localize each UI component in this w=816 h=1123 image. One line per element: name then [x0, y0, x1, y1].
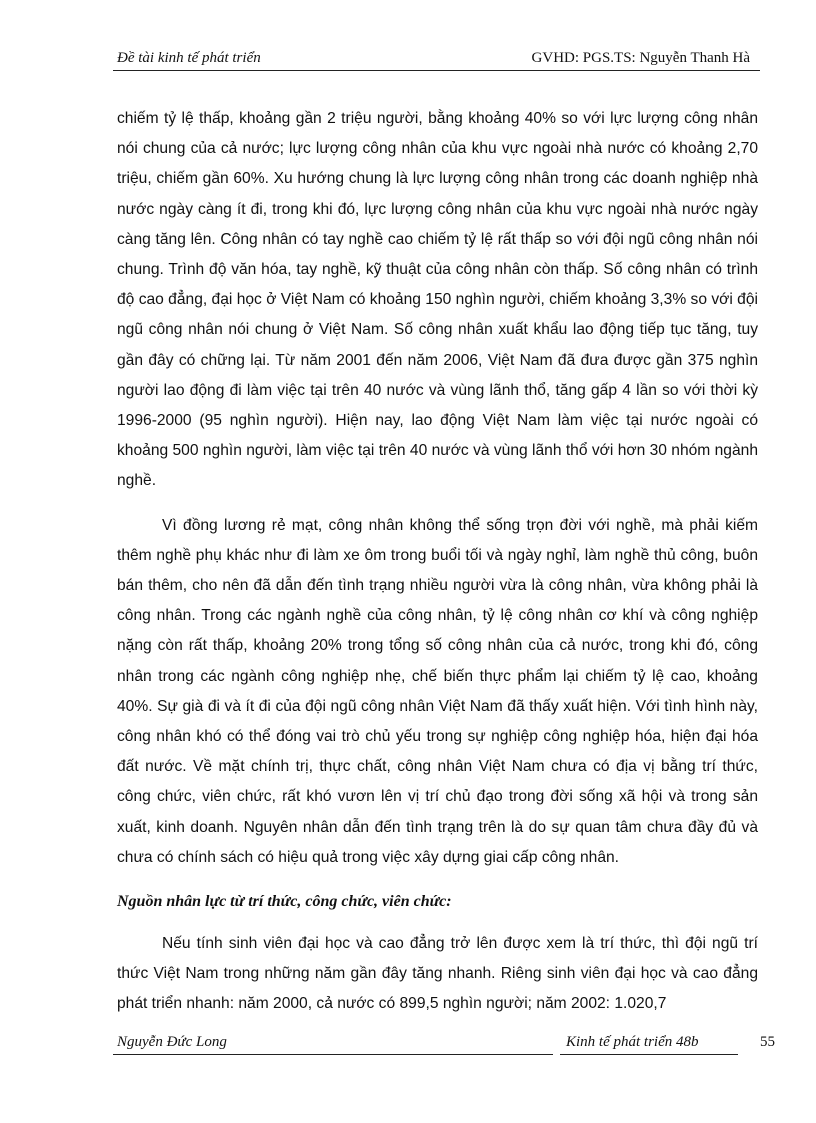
paragraph-intellectuals: Nếu tính sinh viên đại học và cao đẳng trở lên được xem là trí thức, thì đội ngũ trí thức Việt Nam trong những năm gần đây tăng nhanh. Riêng sinh viên đại học và cao đẳng phát triển nhanh: năm 2000, cả nước có 899,5 nghìn người; năm 2002: 1.020,7 [117, 935, 758, 1013]
document-body [117, 104, 758, 1020]
footer-divider-left [113, 1054, 553, 1055]
footer-author: Nguyễn Đức Long [117, 1034, 227, 1050]
paragraph-workers-statistics: chiếm tỷ lệ thấp, khoảng gần 2 triệu người, bằng khoảng 40% so với lực lượng công nhân nói chung của cả nước; lực lượng công nhân của khu vực ngoài nhà nước có khoảng 2,70 triệu, chiếm gần 60%. Xu hướng chung là lực lượng công nhân trong các doanh nghiệp nhà nước ngày càng ít đi, trong khi đó, lực lượng công nhân của khu vực ngoài nhà nước ngày càng tăng lên. Công nhân có tay nghề cao chiếm tỷ lệ rất thấp so với đội ngũ công nhân nói chung. Trình độ văn hóa, tay nghề, kỹ thuật của công nhân còn thấp. Số công nhân có trình độ cao đẳng, đại học ở Việt Nam có khoảng 150 nghìn người, chiếm khoảng 3,3% so với đội ngũ công nhân nói chung ở Việt Nam. Số công nhân xuất khẩu lao động tiếp tục tăng, tuy gần đây có chững lại. Từ năm 2001 đến năm 2006, Việt Nam đã đưa được gần 375 nghìn người lao động đi làm việc tại trên 40 nước và vùng lãnh thổ, tăng gấp 4 lần so với thời kỳ 1996-2000 (95 nghìn người). Hiện nay, lao động Việt Nam làm việc tại nước ngoài có khoảng 500 nghìn người, làm việc tại trên 40 nước và vùng lãnh thổ với hơn 30 nhóm ngành nghề. [117, 110, 758, 490]
header-title: Đề tài kinh tế phát triển [117, 50, 261, 66]
header-divider [113, 70, 760, 71]
page-number: 55 [760, 1034, 775, 1050]
section-heading: Nguồn nhân lực từ trí thức, công chức, viên chức: [117, 893, 452, 911]
header-supervisor: GVHD: PGS.TS: Nguyễn Thanh Hà [531, 50, 750, 66]
paragraph-workers-conditions: Vì đồng lương rẻ mạt, công nhân không thể sống trọn đời với nghề, mà phải kiếm thêm nghề phụ khác như đi làm xe ôm trong buổi tối và ngày nghỉ, làm nghề thủ công, buôn bán thêm, cho nên đã dẫn đến tình trạng nhiều người vừa là công nhân, vừa không phải là công nhân. Trong các ngành nghề của công nhân, tỷ lệ công nhân cơ khí và công nghiệp nặng còn rất thấp, khoảng 20% trong tổng số công nhân của cả nước, trong khi đó, công nhân trong các ngành công nghiệp nhẹ, chế biến thực phẩm lại chiếm tỷ lệ cao, khoảng 40%. Sự già đi và ít đi của đội ngũ công nhân Việt Nam đã thấy xuất hiện. Với tình hình này, công nhân khó có thể đóng vai trò chủ yếu trong sự nghiệp công nghiệp hóa, hiện đại hóa đất nước. Về mặt chính trị, thực chất, công nhân Việt Nam chưa có địa vị bằng trí thức, công chức, viên chức, rất khó vươn lên vị trí chủ đạo trong đời sống xã hội và trong sản xuất, kinh doanh. Nguyên nhân dẫn đến tình trạng trên là do sự quan tâm chưa đầy đủ và chưa có chính sách có hiệu quả trong việc xây dựng giai cấp công nhân. [117, 516, 758, 866]
footer-divider-right [560, 1054, 738, 1055]
footer-class: Kinh tế phát triển 48b [566, 1034, 699, 1050]
